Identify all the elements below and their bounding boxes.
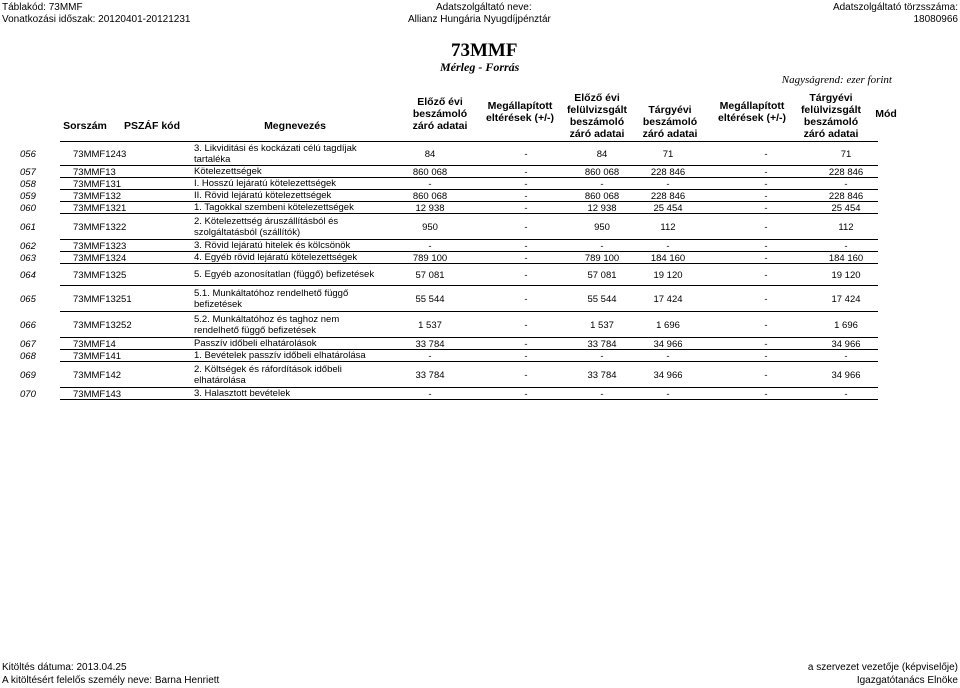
row-code: 73MMF13 [73,166,116,178]
row-name: 3. Halasztott bevételek [194,388,386,400]
row-value-6: 34 966 [831,369,861,381]
row-value-3: 860 068 [584,190,620,202]
row-code: 73MMF14 [73,338,116,350]
col-prev-audited: Előző évi felülvizsgált beszámoló záró adatai [566,92,628,140]
row-name: Passzív időbeli elhatárolások [194,338,386,350]
row-value-1: 55 544 [415,293,445,305]
row-value-5: - [764,221,768,233]
row-value-4: 112 [660,221,676,233]
row-value-3: 860 068 [584,166,620,178]
row-value-2: - [524,166,528,178]
row-value-6: - [844,388,848,400]
row-code: 73MMF132 [73,190,122,202]
row-value-2: - [524,202,528,214]
row-value-4: 19 120 [653,269,683,281]
row-value-5: - [764,319,768,331]
table-code: Táblakód: 73MMF [2,2,83,13]
fill-date: Kitöltés dátuma: 2013.04.25 [2,662,127,673]
row-value-4: 25 454 [653,202,683,214]
row-value-5: - [764,269,768,281]
row-value-1: 33 784 [415,369,445,381]
row-number: 063 [20,252,36,264]
responsible-person: A kitöltésért felelős személy neve: Barna Henriett [2,675,220,686]
table-row [20,286,878,312]
row-code: 73MMF1324 [73,252,127,264]
row-value-2: - [524,269,528,281]
row-value-2: - [524,388,528,400]
row-value-1: 789 100 [412,252,448,264]
row-number: 067 [20,338,36,350]
table-row [20,202,878,214]
row-value-5: - [764,190,768,202]
provider-id: 18080966 [913,14,958,25]
row-value-4: 34 966 [653,338,683,350]
row-value-5: - [764,202,768,214]
row-value-3: 1 537 [590,319,614,331]
col-mod: Mód [875,108,897,120]
row-value-1: 33 784 [415,338,445,350]
row-value-3: 950 [594,221,610,233]
col-curr-diff: Megállapított eltérések (+/-) [718,100,786,124]
provider-id-label: Adatszolgáltató törzsszáma: [832,2,958,13]
row-value-5: - [764,178,768,190]
row-number: 062 [20,240,36,252]
col-curr-audited: Tárgyévi felülvizsgált beszámoló záró adatai [800,92,862,140]
row-name: 2. Költségek és ráfordítások időbeli elhatárolása [194,362,386,388]
unit-label: Nagyságrend: ezer forint [781,74,892,86]
row-name: 4. Egyéb rövid lejáratú kötelezettségek [194,252,386,264]
row-value-2: - [524,240,528,252]
row-number: 064 [20,269,36,281]
row-code: 73MMF1322 [73,221,127,233]
row-value-5: - [764,369,768,381]
row-number: 066 [20,319,36,331]
col-megnevezes: Megnevezés [264,120,326,132]
leader-title: Igazgatótanács Elnöke [856,675,958,686]
row-value-6: 228 846 [828,166,864,178]
row-value-2: - [524,221,528,233]
row-value-1: 12 938 [415,202,445,214]
row-value-3: - [600,388,604,400]
row-value-1: 950 [422,221,438,233]
row-value-5: - [764,252,768,264]
row-value-5: - [764,293,768,305]
row-value-2: - [524,190,528,202]
row-number: 061 [20,221,36,233]
row-code: 73MMF131 [73,178,122,190]
row-number: 065 [20,293,36,305]
row-value-6: 25 454 [831,202,861,214]
row-name: 5.1. Munkáltatóhoz rendelhető függő befizetések [194,286,386,312]
col-pszaf: PSZÁF kód [123,120,180,132]
row-value-3: - [600,350,604,362]
row-value-3: 84 [596,148,608,160]
table-row [20,338,878,350]
row-value-6: - [844,240,848,252]
row-number: 069 [20,369,36,381]
row-value-6: 184 160 [828,252,864,264]
row-value-6: 112 [838,221,854,233]
reporting-period: Vonatkozási időszak: 20120401-20121231 [2,14,191,25]
row-value-1: 860 068 [412,166,448,178]
table-row [20,166,878,178]
row-number: 056 [20,148,36,160]
row-number: 057 [20,166,36,178]
col-prev-diff: Megállapított eltérések (+/-) [486,100,554,124]
row-value-3: 33 784 [587,369,617,381]
row-value-6: 17 424 [831,293,861,305]
row-name: 5.2. Munkáltatóhoz és taghoz nem rendelhető függő befizetések [194,312,386,338]
row-code: 73MMF13252 [73,319,132,331]
row-value-1: 860 068 [412,190,448,202]
row-name: 2. Kötelezettség áruszállításból és szolgáltatásból (szállítók) [194,214,386,240]
table-row [20,190,878,202]
page-subtitle: Mérleg - Forrás [440,60,520,74]
row-value-1: - [428,240,432,252]
page-title: 73MMF [451,40,518,61]
row-value-2: - [524,252,528,264]
table-row [20,142,878,166]
row-value-6: 19 120 [831,269,861,281]
row-number: 059 [20,190,36,202]
row-value-3: - [600,178,604,190]
row-value-4: 1 696 [656,319,680,331]
row-value-5: - [764,148,768,160]
row-code: 73MMF13251 [73,293,132,305]
row-value-2: - [524,148,528,160]
table-row [20,388,878,400]
col-sorszam: Sorszám [63,120,107,132]
row-number: 068 [20,350,36,362]
row-code: 73MMF1321 [73,202,127,214]
row-name: II. Rövid lejáratú kötelezettségek [194,190,386,202]
row-value-6: - [844,178,848,190]
row-value-4: 71 [662,148,674,160]
row-value-1: - [428,178,432,190]
table-row [20,312,878,338]
provider-name-label: Adatszolgáltató neve: [436,2,532,13]
row-value-5: - [764,240,768,252]
table-row [20,240,878,252]
row-value-2: - [524,293,528,305]
row-value-1: 57 081 [415,269,445,281]
row-value-4: - [666,388,670,400]
row-number: 060 [20,202,36,214]
row-code: 73MMF143 [73,388,122,400]
row-name: 1. Tagokkal szembeni kötelezettségek [194,202,386,214]
table-row [20,214,878,240]
table-row [20,252,878,264]
table-row [20,362,878,388]
row-name: 3. Rövid lejáratú hitelek és kölcsönök [194,240,386,252]
row-value-4: 17 424 [653,293,683,305]
row-value-5: - [764,350,768,362]
row-value-3: - [600,240,604,252]
col-curr-report: Tárgyévi beszámoló záró adatai [642,104,698,140]
row-value-4: - [666,350,670,362]
row-value-2: - [524,319,528,331]
row-value-2: - [524,369,528,381]
row-code: 73MMF1323 [73,240,127,252]
row-value-3: 57 081 [587,269,617,281]
col-prev-report: Előző évi beszámoló záró adatai [412,96,468,132]
row-value-1: 84 [424,148,436,160]
row-value-5: - [764,388,768,400]
row-value-4: 228 846 [650,166,686,178]
row-name: 1. Bevételek passzív időbeli elhatárolása [194,350,386,362]
table-row [20,264,878,286]
row-value-6: 1 696 [834,319,858,331]
row-name: 3. Likviditási és kockázati célú tagdíjak tartaléka [194,142,386,166]
row-value-4: 228 846 [650,190,686,202]
table-row [20,350,878,362]
provider-name: Allianz Hungária Nyugdíjpénztár [408,14,551,25]
row-value-6: - [844,350,848,362]
row-code: 73MMF141 [73,350,122,362]
row-value-4: 184 160 [650,252,686,264]
row-value-4: - [666,240,670,252]
row-value-1: - [428,350,432,362]
row-code: 73MMF1243 [73,148,127,160]
row-name: Kötelezettségek [194,166,386,178]
row-value-2: - [524,338,528,350]
row-value-2: - [524,350,528,362]
row-value-4: 34 966 [653,369,683,381]
row-value-2: - [524,178,528,190]
row-number: 058 [20,178,36,190]
row-value-6: 228 846 [828,190,864,202]
row-value-1: - [428,388,432,400]
row-code: 73MMF142 [73,369,122,381]
row-value-3: 789 100 [584,252,620,264]
row-number: 070 [20,388,36,400]
row-code: 73MMF1325 [73,269,127,281]
leader-label: a szervezet vezetője (képviselője) [807,662,958,673]
row-name: I. Hosszú lejáratú kötelezettségek [194,178,386,190]
row-name: 5. Egyéb azonosítatlan (függő) befizetések [194,264,386,286]
row-value-4: - [666,178,670,190]
row-rule [60,399,878,400]
table-row [20,178,878,190]
row-value-6: 71 [840,148,852,160]
row-value-5: - [764,166,768,178]
row-value-6: 34 966 [831,338,861,350]
row-value-1: 1 537 [418,319,442,331]
row-value-5: - [764,338,768,350]
row-value-3: 33 784 [587,338,617,350]
row-value-3: 55 544 [587,293,617,305]
row-value-3: 12 938 [587,202,617,214]
